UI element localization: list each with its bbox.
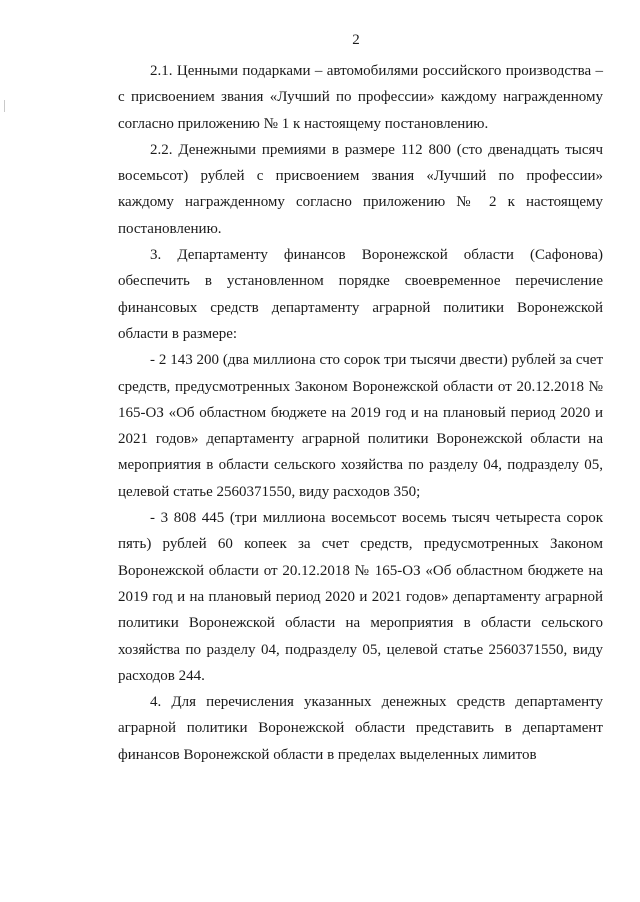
paragraph-2-1: 2.1. Ценными подарками – автомобилями российского производства – с присвоением звания «Лучший по профессии» каждому награжденному согласно приложению № 1 к настоящему постановлению. [118,63,603,132]
document-body [118,58,603,768]
paragraph-3-item-2: - 3 808 445 (три миллиона восемьсот восемь тысяч четыреста сорок пять) рублей 60 копеек за счет средств, предусмотренных Законом Воронежской области от 20.12.2018 № 165-ОЗ «Об областном бюджете на 2019 год и на плановый период 2020 и 2021 годов» департаменту аграрной политики Воронежской области на мероприятия в области сельского хозяйства по разделу 04, подразделу 05, целевой статье 2560371550, виду расходов 244. [118,510,603,684]
paragraph-4: 4. Для перечисления указанных денежных средств департаменту аграрной политики Воронежской области представить в департамент финансов Воронежской области в пределах выделенных лимитов [118,694,603,763]
scan-edge-mark [4,100,5,112]
paragraph-2-2: 2.2. Денежными премиями в размере 112 800 (сто двенадцать тысяч восемьсот) рублей с присвоением звания «Лучший по профессии» каждому награжденному согласно приложению № 2 к настоящему постановлению. [118,141,603,237]
paragraph-3: 3. Департаменту финансов Воронежской области (Сафонова) обеспечить в установленном порядке своевременное перечисление финансовых средств департаменту аграрной политики Воронежской области в размере: [118,247,603,342]
page-number: 2 [352,32,360,48]
paragraph-3-item-1: - 2 143 200 (два миллиона сто сорок три тысячи двести) рублей за счет средств, предусмотренных Законом Воронежской области от 20.12.2018 № 165-ОЗ «Об областном бюджете на 2019 год и на плановый период 2020 и 2021 годов» департаменту аграрной политики Воронежской области на мероприятия в области сельского хозяйства по разделу 04, подразделу 05, целевой статье 2560371550, виду расходов 350; [118,352,603,500]
